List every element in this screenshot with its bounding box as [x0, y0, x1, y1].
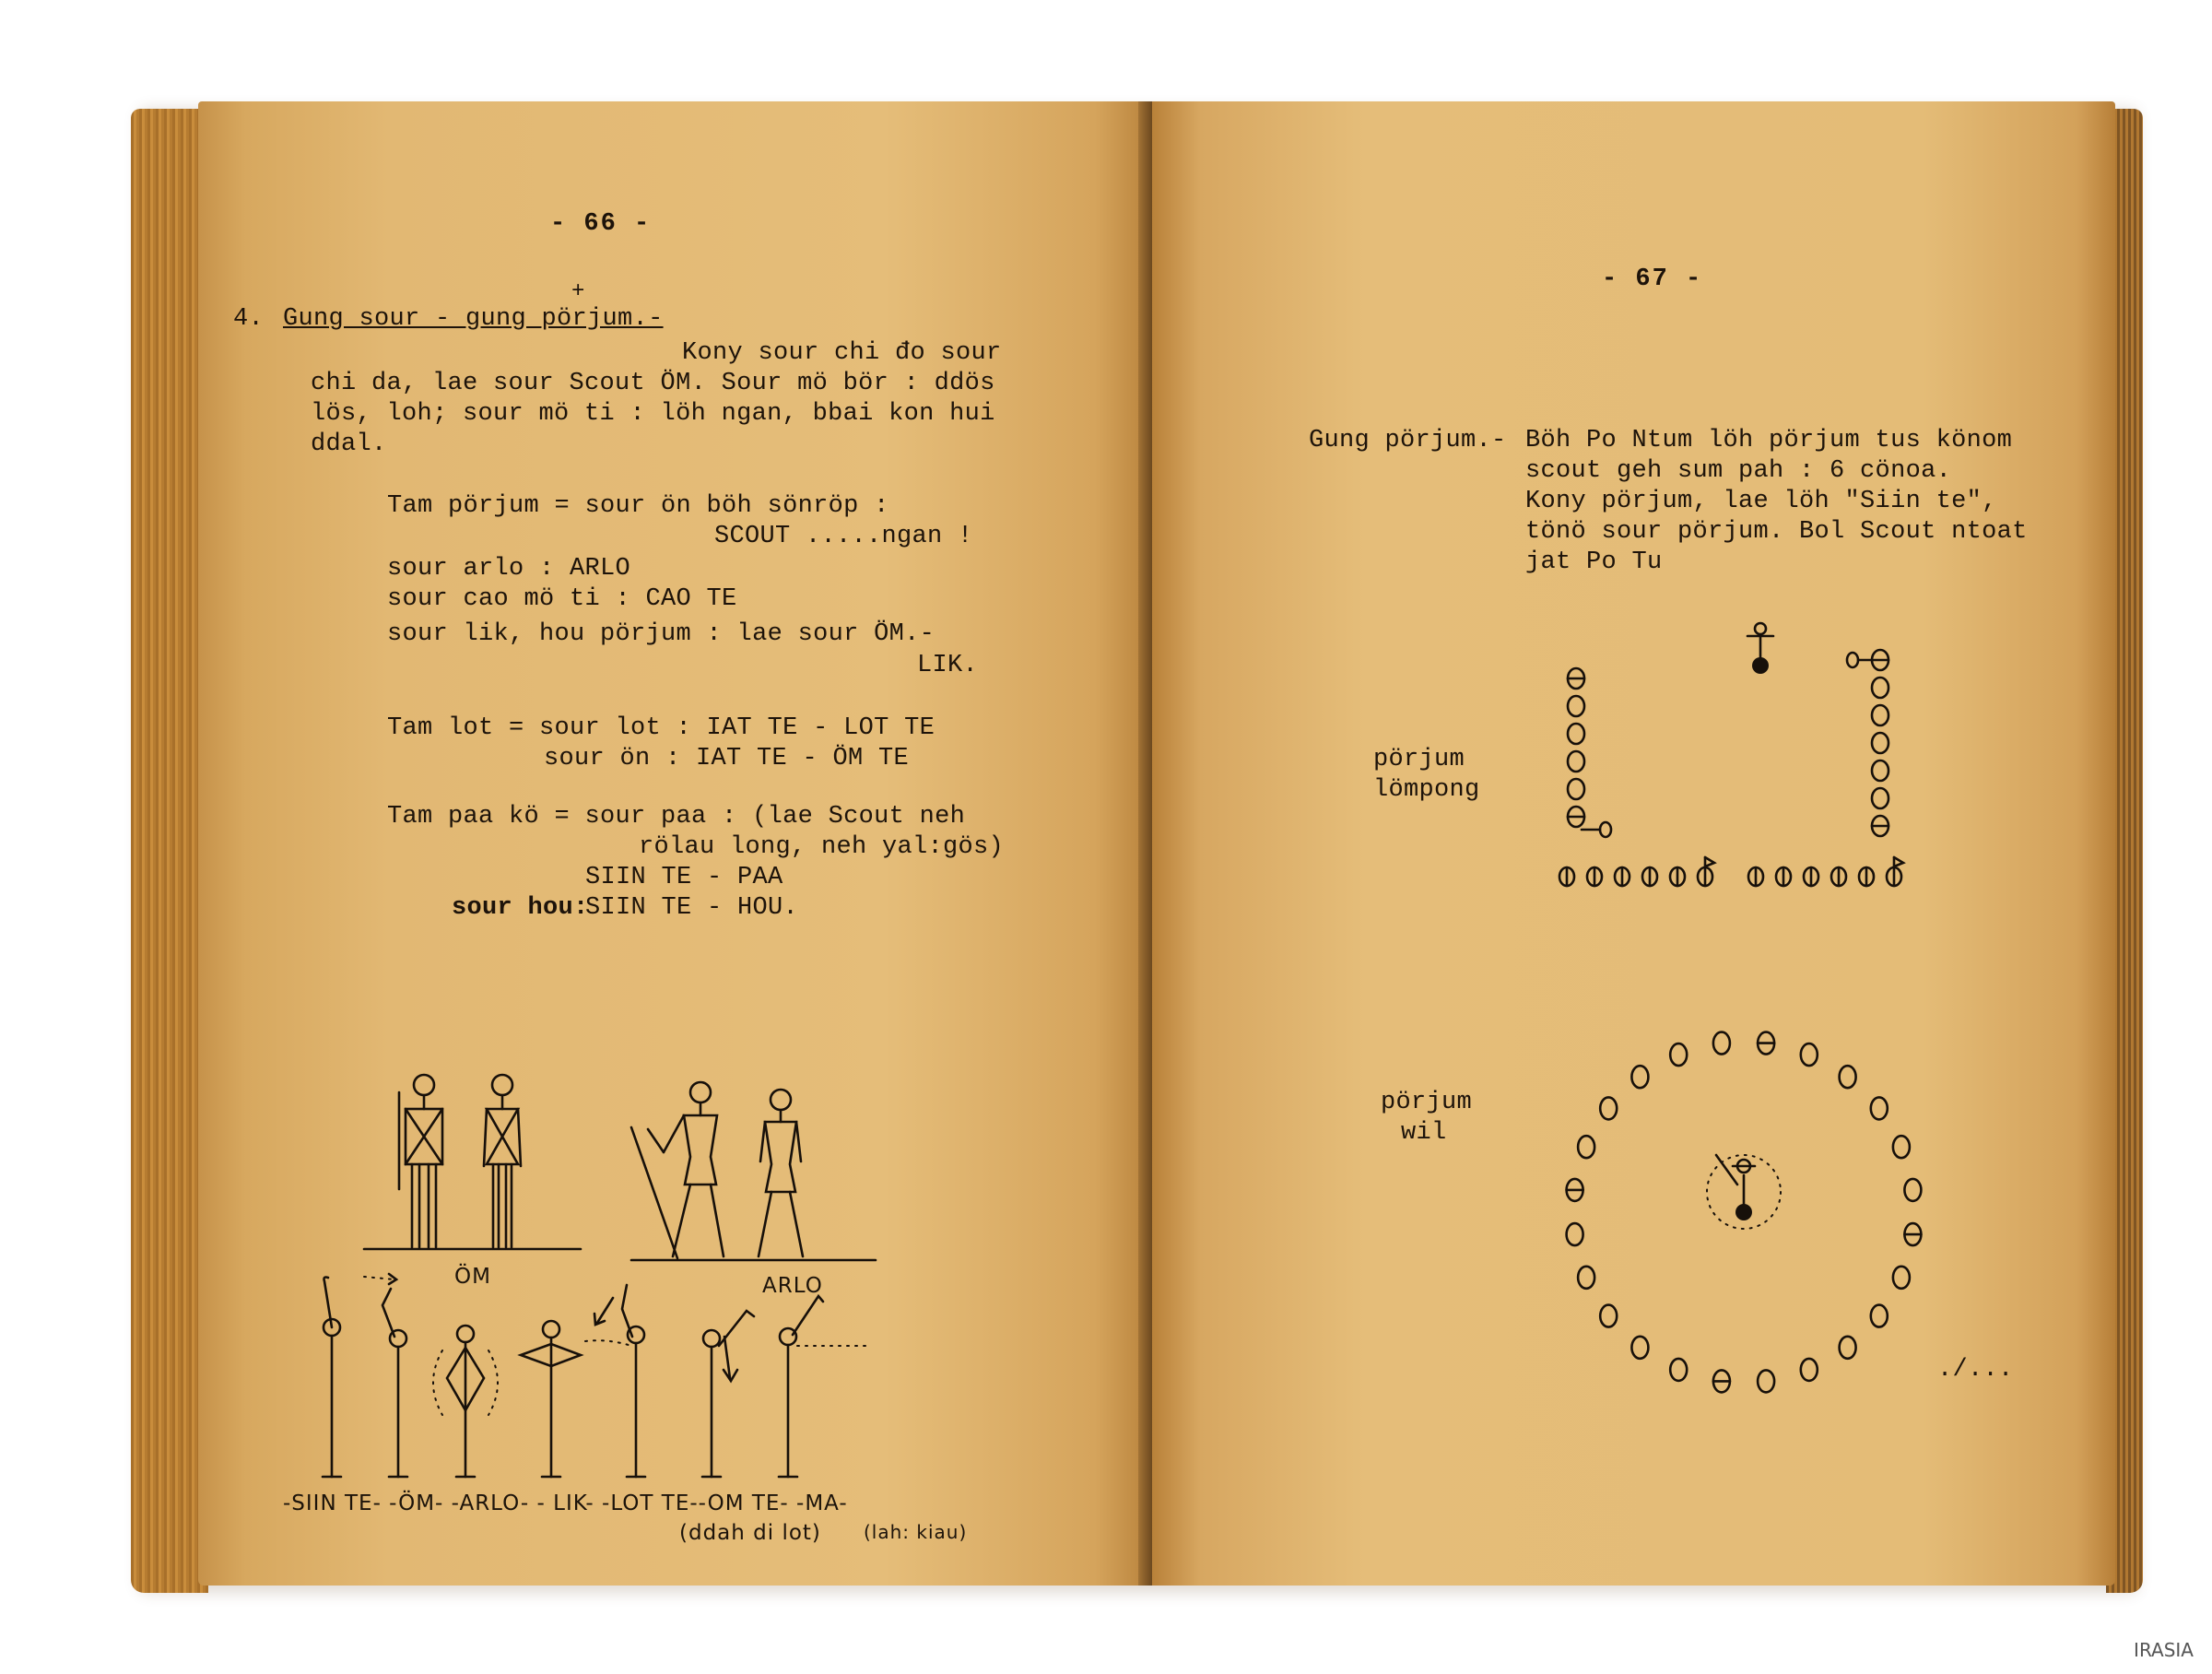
circle-member	[1893, 1267, 1910, 1289]
circle-member	[1758, 1370, 1774, 1392]
caption-steps: -SIIN TE- -ÖM- -ARLO- - LIK- -LOT TE--OM TE- -MA-	[283, 1491, 848, 1515]
circle-member	[1670, 1359, 1687, 1381]
circle-member	[1871, 1097, 1888, 1119]
right-para-2: scout geh sum pah : 6 cönoa.	[1525, 457, 1952, 485]
circle-member	[1801, 1359, 1818, 1381]
left-page-edges	[131, 109, 208, 1593]
block3-line-4-prefix: sour hou:	[452, 894, 589, 922]
block3-line-1: Tam paa kö = sour paa : (lae Scout neh	[387, 803, 966, 831]
left-column	[1568, 668, 1611, 837]
block2-line-1: Tam lot = sour lot : IAT TE - LOT TE	[387, 714, 935, 742]
label-square-2: lömpong	[1373, 776, 1480, 804]
circle-member	[1631, 1066, 1648, 1088]
circle-member	[1600, 1305, 1617, 1327]
page-67	[1152, 101, 2115, 1586]
block2-line-2: sour ön : IAT TE - ÖM TE	[544, 745, 910, 772]
block3-line-3: SIIN TE - PAA	[585, 864, 783, 891]
block1-line-5: sour lik, hou pörjum : lae sour ÖM.-	[387, 620, 935, 648]
circle-member	[1670, 1043, 1687, 1066]
block1-line-2: SCOUT .....ngan !	[714, 523, 973, 550]
bottom-row	[1559, 857, 1903, 886]
block1-line-1: Tam pörjum = sour ön böh sönröp :	[387, 492, 889, 520]
right-heading: Gung pörjum.-	[1309, 427, 1507, 454]
stance-illustration	[355, 1065, 908, 1286]
right-column	[1847, 650, 1888, 836]
label-circle-2: wil	[1401, 1119, 1447, 1147]
label-square-1: pörjum	[1373, 746, 1465, 773]
block1-line-4: sour cao mö ti : CAO TE	[387, 585, 737, 613]
intro-line-3: lös, loh; sour mö ti : löh ngan, bbai kon hui	[311, 400, 995, 428]
block3-line-4: SIIN TE - HOU.	[585, 894, 799, 922]
label-circle-1: pörjum	[1381, 1089, 1473, 1116]
right-para-4: tönö sour pörjum. Bol Scout ntoat	[1525, 518, 2028, 546]
intro-line-2: chi da, lae sour Scout ÖM. Sour mö bör : ddös	[311, 370, 995, 397]
circle-member	[1840, 1337, 1856, 1359]
circle-member	[1904, 1179, 1921, 1201]
circle-formation	[1544, 1037, 1949, 1424]
block1-line-6: LIK.	[917, 652, 979, 679]
intro-line-4: ddal.	[311, 430, 387, 458]
circle-member	[1801, 1043, 1818, 1066]
block3-line-2: rölau long, neh yal:gös)	[639, 833, 1005, 861]
circle-member	[1713, 1032, 1730, 1055]
circle-member	[1578, 1136, 1594, 1158]
caption-om: ÖM	[454, 1265, 491, 1289]
circle-member	[1567, 1223, 1583, 1245]
page-66	[198, 101, 1152, 1586]
circle-member	[1871, 1305, 1888, 1327]
square-formation	[1548, 616, 1936, 892]
steps-illustration	[313, 1272, 968, 1493]
plus-mark: +	[571, 279, 585, 304]
circle-member	[1893, 1136, 1910, 1158]
circle-member	[1600, 1097, 1617, 1119]
caption-note-1: (ddah di lot)	[679, 1521, 821, 1545]
right-para-5: jat Po Tu	[1525, 548, 1663, 576]
circle-member	[1631, 1337, 1648, 1359]
continues-mark: ./...	[1937, 1356, 2014, 1384]
caption-arlo: ARLO	[762, 1274, 823, 1298]
circle-member	[1840, 1066, 1856, 1088]
intro-line-1: Kony sour chi đo sour	[682, 339, 1002, 367]
caption-note-2: (lah: kiau)	[864, 1521, 968, 1543]
page-number-67: - 67 -	[1602, 265, 1703, 293]
right-para-1: Böh Po Ntum löh pörjum tus könom	[1525, 427, 2013, 454]
section-heading: Gung sour - gung pörjum.-	[283, 305, 664, 333]
page-number-66: - 66 -	[550, 210, 652, 238]
right-para-3: Kony pörjum, lae löh "Siin te",	[1525, 488, 1997, 515]
block1-line-3: sour arlo : ARLO	[387, 555, 631, 583]
watermark: IRASIA	[2134, 1639, 2194, 1661]
heading-number: 4.	[233, 305, 265, 333]
circle-member	[1578, 1267, 1594, 1289]
